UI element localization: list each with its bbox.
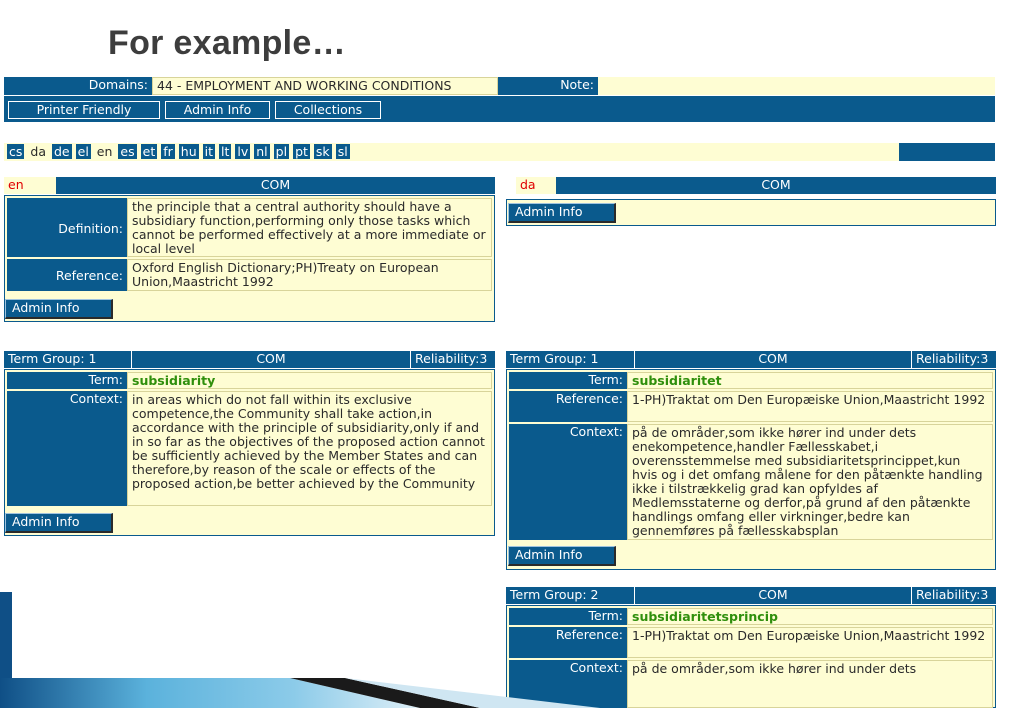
language-link-es[interactable]: es (120, 144, 135, 159)
right-term1-value: subsidiaritet (627, 372, 993, 389)
right-term1-admin-info-button[interactable]: Admin Info (508, 546, 616, 566)
language-link-et[interactable]: et (142, 144, 156, 159)
language-link-hu[interactable]: hu (180, 144, 197, 159)
left-term-admin-info-button[interactable]: Admin Info (5, 513, 113, 533)
reference-text: Oxford English Dictionary;PH)Treaty on European Union,Maastricht 1992 (127, 259, 492, 291)
right-term-group2-label: Term Group: 2 (506, 587, 634, 604)
right-term1-context: på de områder,som ikke hører ind under dets enekompetence,handler Fællesskabet,i overensstemmelse med subsidiaritetsprincippet,kun hvis og i det omfang målene for den påtænkte handling ikke i tilstrækkelig grad kan opfyldes af Medlemsstaterne og derfor,på grund af den påtænkte handlings omfang eller virkninger,bedre kan gennemføres på fællesskabsplan (627, 424, 993, 540)
printer-friendly-button[interactable]: Printer Friendly (8, 101, 160, 119)
language-links (4, 143, 899, 160)
right-term2-context: på de områder,som ikke hører ind under dets (627, 660, 993, 708)
language-link-sk[interactable]: sk (315, 144, 330, 159)
slide-swoosh-decoration (0, 592, 700, 708)
right-term-group2-org: COM (635, 587, 911, 604)
language-bar (4, 143, 899, 161)
left-term-group-label: Term Group: 1 (4, 351, 131, 368)
language-link-el[interactable]: el (77, 144, 89, 159)
left-reliability: Reliability:3 (411, 351, 495, 368)
admin-info-button[interactable]: Admin Info (165, 101, 270, 119)
language-link-da[interactable]: da (30, 144, 46, 159)
right-admin-info-button[interactable]: Admin Info (508, 203, 616, 223)
definition-label: Definition: (7, 198, 127, 257)
left-admin-info-button[interactable]: Admin Info (5, 299, 113, 319)
language-link-lv[interactable]: lv (237, 144, 249, 159)
definition-text: the principle that a central authority should have a subsidiary function,performing only those tasks which cannot be performed effectively at a more immediate or local level (127, 198, 492, 257)
language-link-cs[interactable]: cs (9, 144, 23, 159)
left-term-group-org: COM (132, 351, 410, 368)
right-term2-context-label: Context: (509, 660, 627, 708)
right-term2-reference-label: Reference: (509, 627, 627, 658)
context-text: in areas which do not fall within its exclusive competence,the Community shall take action,in accordance with the principle of subsidiarity,only if and in so far as the objectives of the proposed action cannot be sufficiently achieved by the Member States and can therefore,by reason of the scale or effects of the proposed action,be better achieved by the Community (127, 391, 492, 506)
language-bar-end (899, 143, 995, 161)
right-term1-reference: 1-PH)Traktat om Den Europæiske Union,Maastricht 1992 (627, 391, 993, 422)
language-link-en[interactable]: en (96, 144, 113, 159)
right-group2-reliability: Reliability:3 (912, 587, 996, 604)
right-org: COM (556, 177, 996, 194)
language-link-it[interactable]: it (204, 144, 213, 159)
language-link-pl[interactable]: pl (275, 144, 288, 159)
right-term-group1-org: COM (635, 351, 911, 368)
term-value: subsidiarity (127, 372, 492, 389)
reference-label: Reference: (7, 259, 127, 291)
language-link-pt[interactable]: pt (295, 144, 308, 159)
language-link-sl[interactable]: sl (337, 144, 348, 159)
note-value[interactable] (598, 77, 995, 95)
right-term1-context-label: Context: (509, 424, 627, 540)
note-label: Note: (498, 77, 598, 95)
right-term-group1-label: Term Group: 1 (506, 351, 634, 368)
right-term2-reference: 1-PH)Traktat om Den Europæiske Union,Maastricht 1992 (627, 627, 993, 658)
right-term1-reference-label: Reference: (509, 391, 627, 422)
language-link-de[interactable]: de (54, 144, 70, 159)
domains-value: 44 - EMPLOYMENT AND WORKING CONDITIONS (152, 77, 498, 95)
right-term1-label: Term: (509, 372, 627, 389)
language-link-nl[interactable]: nl (256, 144, 268, 159)
slide-title: For example… (108, 24, 346, 62)
collections-button[interactable]: Collections (275, 101, 381, 119)
term-label: Term: (7, 372, 127, 389)
right-lang-code: da (516, 177, 556, 194)
right-term2-label: Term: (509, 608, 627, 625)
left-org: COM (56, 177, 495, 194)
domains-label: Domains: (4, 77, 152, 95)
language-link-fr[interactable]: fr (163, 144, 173, 159)
right-group1-reliability: Reliability:3 (912, 351, 996, 368)
right-term2-value: subsidiaritetsprincip (627, 608, 993, 625)
language-link-lt[interactable]: lt (221, 144, 230, 159)
left-lang-code: en (4, 177, 56, 194)
context-label: Context: (7, 391, 127, 506)
